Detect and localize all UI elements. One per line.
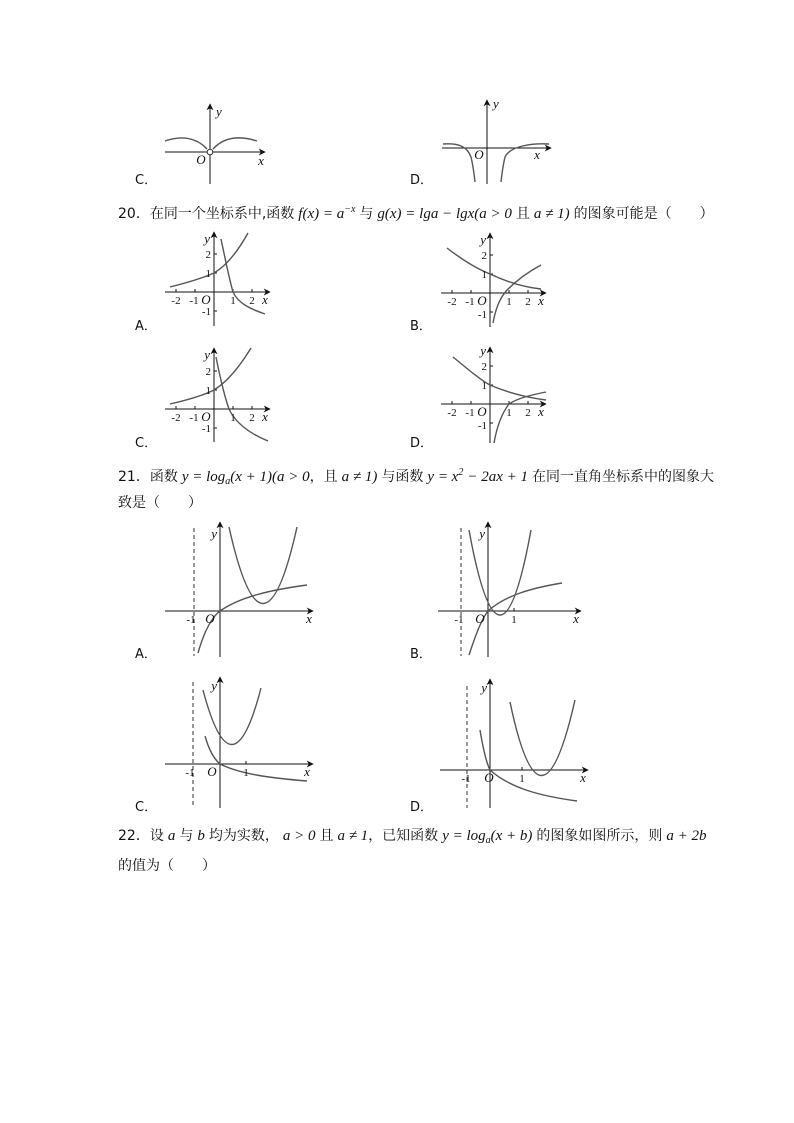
origin-label: O bbox=[205, 611, 215, 626]
x-axis-label: x bbox=[262, 409, 268, 424]
x-tick-label: 2 bbox=[249, 412, 255, 424]
math-expression: (x + 1)(a > 0 bbox=[230, 469, 310, 485]
x-axis-label: x bbox=[573, 611, 579, 626]
stem-text: 在同一直角坐标系中的图象大 bbox=[532, 469, 714, 485]
x-tick-label: 1 bbox=[230, 412, 236, 424]
x-tick-label: -1 bbox=[461, 773, 471, 785]
y-tick-label: 1 bbox=[205, 268, 211, 280]
stem-text: 设 bbox=[149, 828, 164, 844]
exponential-curve bbox=[453, 357, 546, 400]
q21-option-c-label: C． bbox=[135, 800, 158, 815]
x-axis-label: x bbox=[538, 293, 544, 308]
math-expression: a > 0 bbox=[282, 828, 316, 844]
y-tick-label: 1 bbox=[481, 380, 487, 392]
parabola-curve bbox=[510, 700, 575, 776]
q22-stem-line-1 bbox=[118, 826, 707, 851]
y-tick-label: 2 bbox=[481, 361, 487, 373]
x-tick-label: -1 bbox=[465, 407, 475, 419]
origin-label: O bbox=[475, 611, 485, 626]
math-expression: a bbox=[167, 828, 176, 844]
exponential-curve bbox=[447, 248, 541, 289]
q19-option-c-label: C． bbox=[135, 173, 158, 188]
q21-option-c-graph bbox=[165, 677, 313, 808]
x-axis-label: x bbox=[306, 611, 312, 626]
y-axis-label: y bbox=[204, 231, 210, 246]
origin-label: O bbox=[484, 770, 494, 785]
x-axis-label: x bbox=[580, 770, 586, 785]
stem-text: 的图象可能是（ ） bbox=[573, 206, 714, 222]
x-tick-label: -2 bbox=[447, 407, 457, 419]
q19-option-d-graph bbox=[442, 96, 551, 184]
logarithmic-curve bbox=[493, 265, 541, 323]
q19-option-d-label: D． bbox=[410, 173, 434, 188]
y-axis-label: y bbox=[481, 680, 487, 695]
x-tick-label: -2 bbox=[447, 296, 457, 308]
x-tick-label: 1 bbox=[506, 407, 512, 419]
x-tick-label: -1 bbox=[189, 295, 199, 307]
y-axis-label: y bbox=[480, 343, 486, 358]
y-axis-label: y bbox=[211, 678, 217, 693]
q21-stem-line-1 bbox=[118, 463, 714, 492]
q21-option-d-graph bbox=[440, 679, 588, 808]
x-tick-label: 2 bbox=[525, 407, 531, 419]
q20-option-d-graph bbox=[441, 343, 546, 443]
q20-option-b-label: B． bbox=[410, 319, 432, 334]
q20-stem bbox=[118, 200, 714, 224]
q20-option-a-graph bbox=[165, 231, 270, 326]
x-axis-label: x bbox=[304, 764, 310, 779]
origin-label: O bbox=[477, 404, 487, 419]
q20-option-a-label: A． bbox=[135, 319, 157, 334]
stem-text: 与 bbox=[179, 828, 194, 844]
logarithmic-curve bbox=[221, 239, 265, 314]
question-number: 21． bbox=[118, 469, 150, 485]
q21-option-a-label: A． bbox=[135, 647, 157, 662]
question-number: 22． bbox=[118, 828, 150, 844]
math-expression: g(x) = lga − lgx(a > 0 bbox=[377, 206, 512, 222]
q20-option-c-graph bbox=[165, 347, 270, 442]
x-tick-label: 1 bbox=[230, 295, 236, 307]
math-subscript: a bbox=[225, 476, 231, 487]
y-tick-label: 1 bbox=[481, 269, 487, 281]
x-tick-label: 1 bbox=[243, 767, 249, 779]
x-tick-label: -1 bbox=[454, 614, 464, 626]
math-expression: a ≠ 1) bbox=[533, 206, 570, 222]
x-tick-label: -1 bbox=[185, 767, 195, 779]
math-exponent: 2 bbox=[458, 467, 464, 478]
stem-text: ，已知函数 bbox=[368, 828, 439, 844]
x-tick-label: 1 bbox=[519, 773, 525, 785]
y-tick-label: -1 bbox=[477, 309, 487, 321]
q21-stem-line-2: 致是（ ） bbox=[118, 495, 202, 511]
y-tick-label: -1 bbox=[201, 423, 211, 435]
y-axis-label: y bbox=[480, 232, 486, 247]
q20-option-b-graph bbox=[441, 232, 546, 327]
y-tick-label: -1 bbox=[477, 420, 487, 432]
stem-text: 的图象如图所示，则 bbox=[536, 828, 663, 844]
y-tick-label: 2 bbox=[205, 366, 211, 378]
x-tick-label: 2 bbox=[525, 296, 531, 308]
parabola-curve bbox=[229, 527, 297, 604]
math-subscript: a bbox=[485, 835, 491, 846]
x-tick-label: -1 bbox=[189, 412, 199, 424]
math-expression: a + 2b bbox=[666, 828, 707, 844]
y-tick-label: -1 bbox=[201, 306, 211, 318]
x-tick-label: 2 bbox=[249, 295, 255, 307]
math-expression: y = x bbox=[427, 469, 459, 485]
math-expression: b bbox=[197, 828, 205, 844]
q20-option-d-label: D． bbox=[410, 436, 434, 451]
stem-text: 与 bbox=[359, 206, 374, 222]
x-axis-label: x bbox=[262, 292, 268, 307]
y-axis-label: y bbox=[204, 347, 210, 362]
x-axis-label: x bbox=[258, 153, 264, 168]
hollow-point bbox=[207, 149, 213, 155]
x-tick-label: 1 bbox=[506, 296, 512, 308]
right-curve bbox=[501, 144, 549, 182]
y-tick-label: 1 bbox=[205, 385, 211, 397]
origin-label: O bbox=[477, 293, 487, 308]
x-axis-label: x bbox=[534, 147, 540, 162]
origin-label: O bbox=[201, 409, 211, 424]
math-expression: − 2ax + 1 bbox=[467, 469, 528, 485]
origin-label: O bbox=[474, 147, 484, 162]
logarithmic-curve bbox=[216, 357, 268, 441]
q21-option-d-label: D． bbox=[410, 800, 434, 815]
y-tick-label: 2 bbox=[205, 249, 211, 261]
math-expression: (x + b) bbox=[490, 828, 533, 844]
y-axis-label: y bbox=[479, 526, 485, 541]
x-tick-label: -1 bbox=[186, 614, 196, 626]
math-expression: a ≠ 1 bbox=[337, 828, 369, 844]
y-tick-label: 2 bbox=[481, 250, 487, 262]
stem-text: 且 bbox=[319, 828, 334, 844]
stem-text: 与函数 bbox=[381, 469, 424, 485]
q21-option-b-label: B． bbox=[410, 647, 432, 662]
math-expression: f(x) = a bbox=[298, 206, 345, 222]
logarithmic-curve bbox=[480, 730, 577, 801]
math-expression: y = log bbox=[442, 828, 486, 844]
math-expression: a ≠ 1) bbox=[341, 469, 378, 485]
stem-text: 且 bbox=[515, 206, 530, 222]
x-tick-label: -1 bbox=[465, 296, 475, 308]
x-axis-label: x bbox=[538, 404, 544, 419]
q19-option-c-graph bbox=[165, 104, 265, 184]
origin-label: O bbox=[196, 152, 206, 167]
left-curve bbox=[165, 138, 207, 149]
x-tick-label: -2 bbox=[171, 412, 181, 424]
y-axis-label: y bbox=[216, 104, 222, 119]
math-expression: y = log bbox=[181, 469, 226, 485]
left-curve bbox=[443, 144, 475, 182]
origin-label: O bbox=[207, 764, 217, 779]
q20-option-c-label: C． bbox=[135, 436, 158, 451]
y-axis-label: y bbox=[211, 526, 217, 541]
origin-label: O bbox=[201, 292, 211, 307]
right-curve bbox=[213, 138, 257, 149]
question-number: 20． bbox=[118, 206, 150, 222]
q21-option-b-graph bbox=[438, 522, 581, 657]
stem-text: ，且 bbox=[309, 469, 338, 485]
stem-text: 在同一个坐标系中,函数 bbox=[149, 206, 295, 222]
math-exponent: −x bbox=[344, 204, 356, 215]
stem-text: 均为实数， bbox=[208, 828, 279, 844]
y-axis-label: y bbox=[493, 96, 499, 111]
stem-text: 函数 bbox=[149, 469, 178, 485]
parabola-curve bbox=[203, 688, 261, 745]
q22-stem-line-2: 的值为（ ） bbox=[118, 858, 216, 874]
q21-option-a-graph bbox=[165, 522, 313, 657]
x-tick-label: 1 bbox=[511, 614, 517, 626]
x-tick-label: -2 bbox=[171, 295, 181, 307]
